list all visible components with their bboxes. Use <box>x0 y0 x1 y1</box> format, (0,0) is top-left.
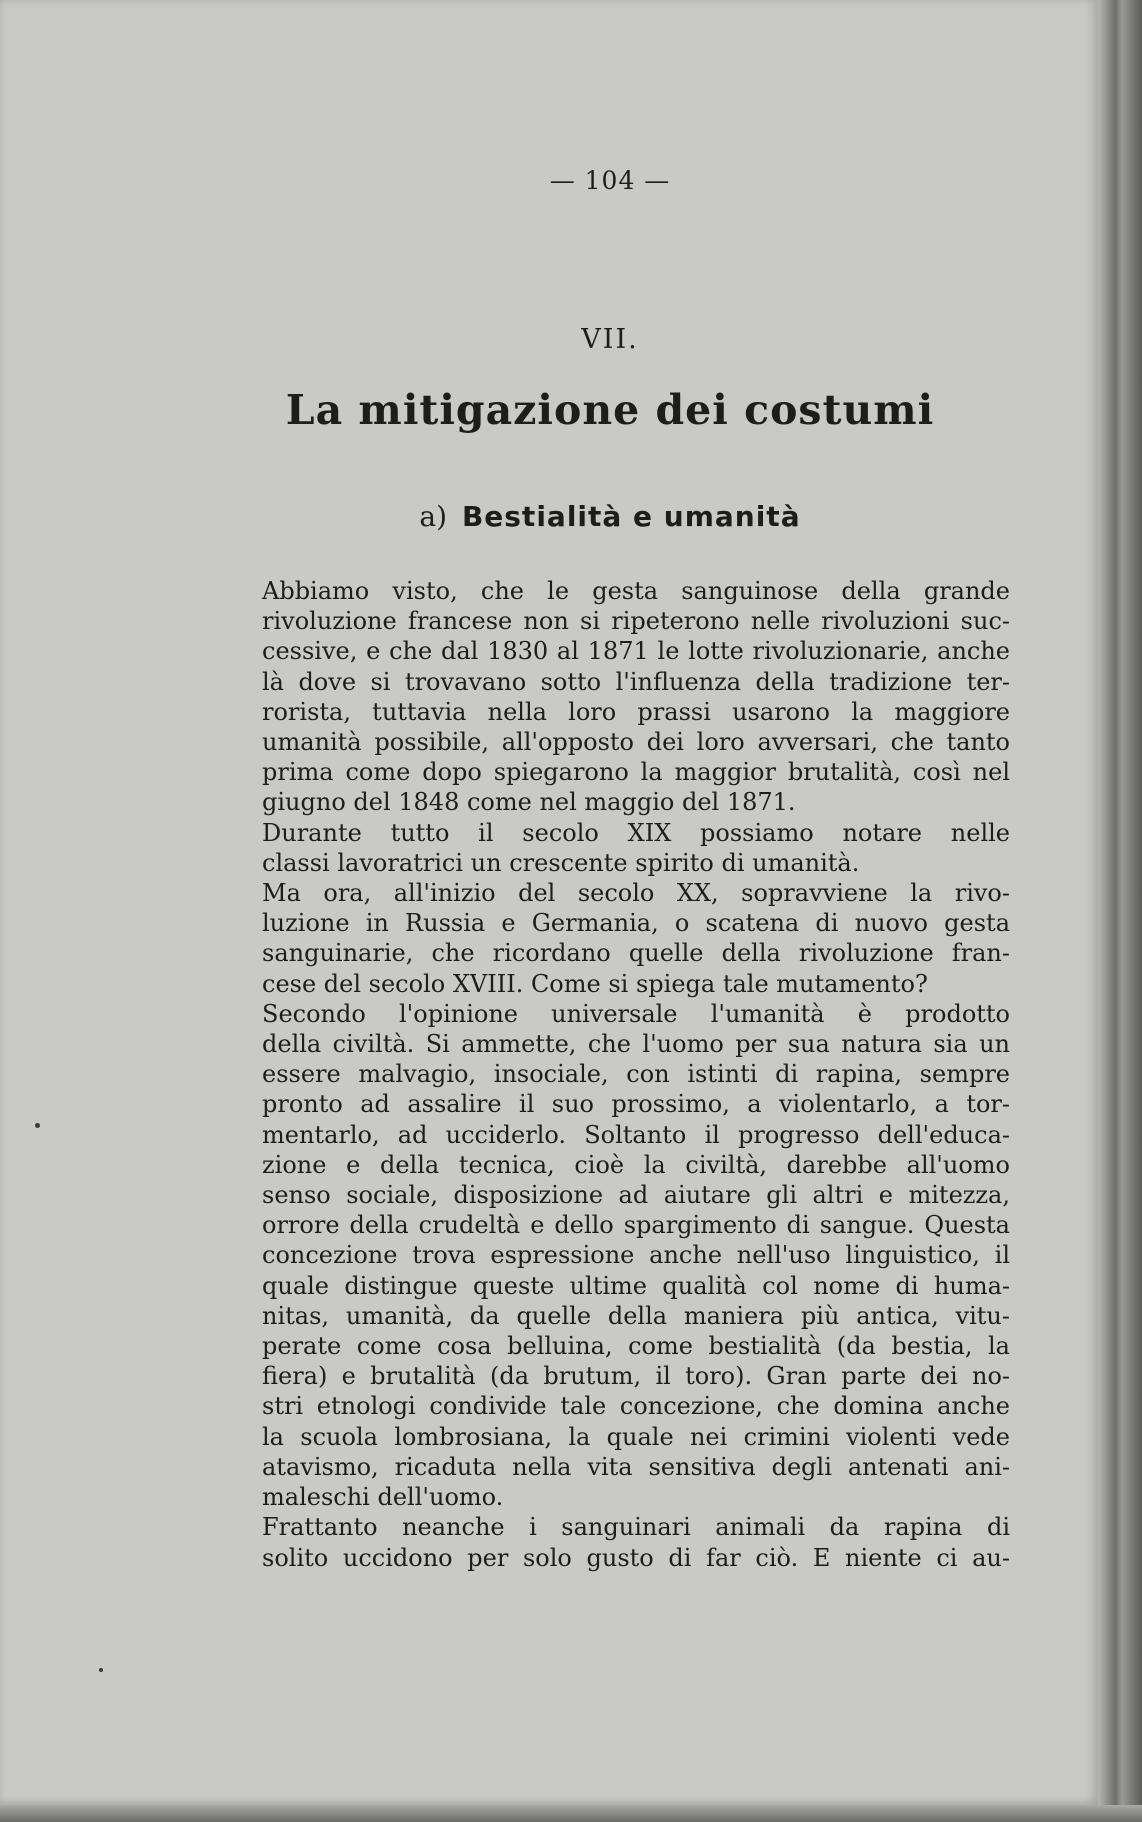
paragraph-5 <box>210 1512 1010 1572</box>
text-line: nitas, umanità, da quelle della maniera più antica, vitu- <box>262 1301 1010 1330</box>
section-title: Bestialità e umanità <box>461 500 801 533</box>
text-line: sanguinarie, che ricordano quelle della rivoluzione fran- <box>262 939 1010 968</box>
body-text <box>210 576 1010 1573</box>
text-line: solito uccidono per solo gusto di far ciò. E niente ci au- <box>262 1543 1010 1572</box>
paragraph-4 <box>210 999 1010 1512</box>
text-line: Abbiamo visto, che le gesta sanguinose della grande <box>262 577 1010 605</box>
page-number: — 104 — <box>549 166 671 195</box>
text-line: rivoluzione francese non si ripeterono nelle rivoluzioni suc- <box>262 607 1010 636</box>
section-heading <box>210 500 1010 533</box>
text-line: stri etnologi condivide tale concezione, che domina anche <box>262 1392 1010 1421</box>
text-line: essere malvagio, insociale, con istinti di rapina, sempre <box>262 1060 1010 1089</box>
text-line: cessive, e che dal 1830 al 1871 le lotte rivoluzionarie, anche <box>262 637 1010 666</box>
paragraph-2 <box>210 818 1010 878</box>
text-line: perate come cosa belluina, come bestialità (da bestia, la <box>262 1332 1010 1361</box>
text-line: Durante tutto il secolo XIX possiamo notare nelle <box>262 818 1010 847</box>
paragraph-3 <box>210 878 1010 999</box>
text-line: rorista, tuttavia nella loro prassi usarono la maggiore <box>262 697 1010 726</box>
text-line: la scuola lombrosiana, la quale nei crimini violenti vede <box>262 1422 1010 1451</box>
section-label: a) <box>419 500 448 533</box>
scan-bottom-edge <box>0 1805 1142 1822</box>
scan-speck <box>35 1123 40 1128</box>
text-line: orrore della crudeltà e dello spargimento di sangue. Questa <box>262 1211 1010 1240</box>
text-line: mentarlo, ad ucciderlo. Soltanto il progresso dell'educa- <box>262 1120 1010 1149</box>
chapter-title: La mitigazione dei costumi <box>285 386 935 434</box>
chapter-number: VII. <box>581 324 639 355</box>
text-line: prima come dopo spiegarono la maggior brutalità, così nel <box>262 758 1010 787</box>
text-line: umanità possibile, all'opposto dei loro avversari, che tanto <box>262 728 1010 757</box>
text-line: cese del secolo XVIII. Come si spiega tale mutamento? <box>262 969 928 998</box>
scan-speck <box>99 1668 103 1672</box>
text-line: Ma ora, all'inizio del secolo XX, sopravviene la rivo- <box>262 879 1010 908</box>
text-line: Secondo l'opinione universale l'umanità è prodotto <box>262 999 1010 1028</box>
text-line: classi lavoratrici un crescente spirito di umanità. <box>262 848 860 877</box>
text-line: della civiltà. Si ammette, che l'uomo per sua natura sia un <box>262 1030 1010 1059</box>
text-line: pronto ad assalire il suo prossimo, a violentarlo, a tor- <box>262 1090 1010 1119</box>
text-line: quale distingue queste ultime qualità col nome di huma- <box>262 1271 1010 1300</box>
text-line: fiera) e brutalità (da brutum, il toro). Gran parte dei no- <box>262 1362 1010 1391</box>
text-line: atavismo, ricaduta nella vita sensitiva degli antenati ani- <box>262 1452 1010 1481</box>
text-line: luzione in Russia e Germania, o scatena di nuovo gesta <box>262 909 1010 938</box>
paragraph-1 <box>210 576 1010 818</box>
text-line: là dove si trovavano sotto l'influenza della tradizione ter- <box>262 667 1010 696</box>
text-line: Frattanto neanche i sanguinari animali da rapina di <box>262 1513 1010 1542</box>
text-line: concezione trova espressione anche nell'uso linguistico, il <box>262 1241 1010 1270</box>
page-edge-shadow <box>1098 0 1142 1822</box>
text-line: senso sociale, disposizione ad aiutare gli altri e mitezza, <box>262 1181 1010 1210</box>
text-line: maleschi dell'uomo. <box>262 1483 504 1512</box>
text-line: giugno del 1848 come nel maggio del 1871. <box>262 788 796 817</box>
text-line: zione e della tecnica, cioè la civiltà, darebbe all'uomo <box>262 1150 1010 1179</box>
